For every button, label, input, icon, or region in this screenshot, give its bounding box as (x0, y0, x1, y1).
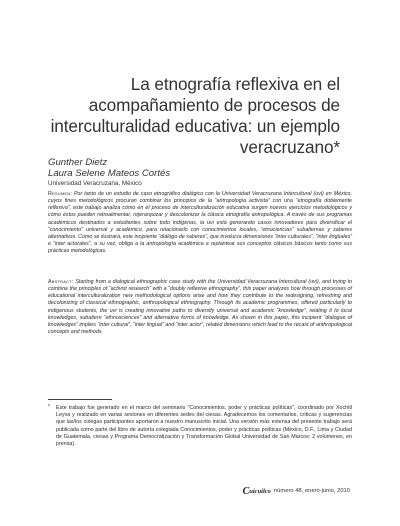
author-block (48, 158, 348, 188)
article-title: La etnografía reflexiva en el acompañamiento de procesos de interculturalidad educativa: un ejemplo veracruzano* (50, 74, 340, 157)
abstract-en-text: Starting from a dialogical ethnographic case study with the Universidad Veracruzana Intercultural (uvi), and trying to combine the principles of “activist research” with a “doubly reflexive ethnography”, this paper analyzes how through processes of educational interculturalization new methodological options arise and how they contribute to the redesigning, refreshing and decolonizing of classical ethnographic, anthropological ethnography. Through its academic programmes, offered particularly to indigenous students, the uvi is creating innovative paths to diversify universal and academic “knowledge”, relating it to local knowledges, subaltern “ethnosciences” and alternative forms of knowledge. As shown in this paper, this incipient “dialogue of knowledges” implies “inter cultural”, “inter lingual” and “inter actor”, related dimensions which lead to the recast of anthropological concepts and methods. (48, 279, 352, 336)
page-footer (243, 484, 350, 498)
footnote-mark: * (48, 404, 50, 410)
author-affiliation: Universidad Veracruzana, México (48, 180, 142, 187)
author-name: Gunther Dietz (48, 157, 108, 168)
footnote-divider (48, 399, 112, 400)
journal-logo-initial: C (242, 485, 250, 497)
abstract-spanish (48, 191, 352, 255)
journal-logo (243, 486, 271, 497)
issue-citation: número 48, enero-junio, 2010 (273, 488, 350, 494)
abstract-es-label: Resumen: (48, 191, 73, 197)
abstract-en-label: Abstract: (48, 279, 74, 285)
abstract-english (48, 279, 352, 336)
footnote (48, 405, 352, 448)
author-name: Laura Selene Mateos Cortés (48, 167, 171, 179)
abstract-es-text: Por tanto de un estudio de caso etnográfico dialógico con la Universidad Veracruzana Intercultural (uvi) en México, cuyos fines metodológicos procuran combinar los principios de la “antropología activista” con una “etnografía doblemente reflexiva”, este trabajo analiza cómo en el proceso de interculturalización educativa surgen nuevos ejercicios metodológicos y cómo éstos pueden retroalimentar, rejerarquizar y descolonizar la clásica etnografía antropológica. A través de sus programas académicos destinados a estudiantes sobre todo indígenas, la uvi está generando casos innovadores para diversificar el “conocimiento” universal y académico, para relacionarlo con conocimientos locales, “etnociencias” subalternas y saberes alternativos. Como se ilustrará, este incipiente “diálogo de saberes”, que involucra dimensiones “inter culturales”, “inter lingüales” e “inter actorales”, a su vez, obliga a la antropología académica a replantear sus conceptos clásicos básicos tanto como sus prácticas metodológicas. (48, 191, 352, 255)
footnote-text: Este trabajo fue generado en el marco del seminario “Conocimientos, poder y prácticas políticas”, coordinado por Xochitl Leyva y realizado en varias sesiones en diferentes sedes del ciesas. Agradecemos los comentarios, críticas y sugerencias que las/los colegas participantes aportaron a nuestro manuscrito inicial. Una versión más extensa del presente trabajo será publicada como parte del libro de autoría colegiada Conocimientos, poder y prácticas políticas (México, D.F., Lima y Ciudad de Guatemala, ciesas y Programa Democratización y Transformación Global Universidad de San Marcos: 2 volúmenes, en prensa). (56, 405, 352, 448)
journal-logo-rest: uicuilco (249, 487, 271, 495)
